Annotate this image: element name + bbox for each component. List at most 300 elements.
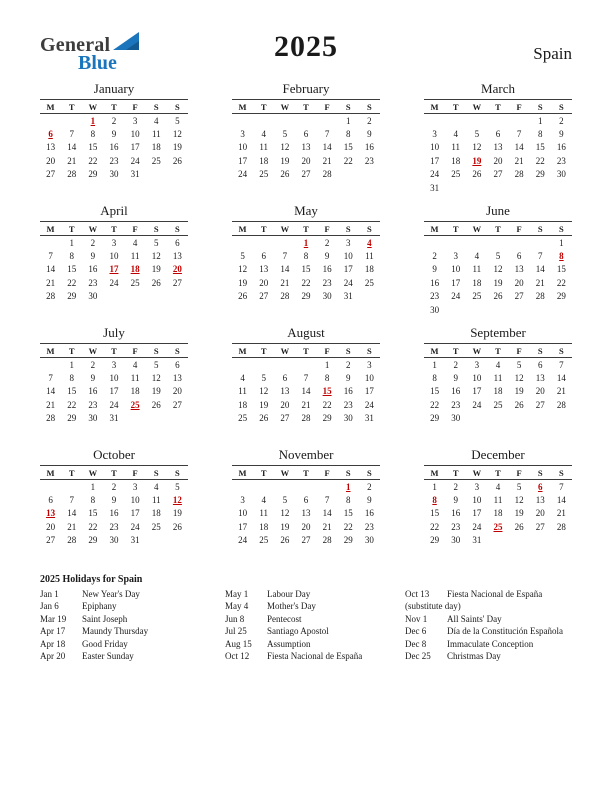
day-cell: 20 [493,155,503,166]
day-cell: 17 [451,277,461,288]
week-row [40,263,188,277]
week-row [40,371,188,385]
empty-day-cell [359,168,380,182]
day-cell: 7 [303,372,309,383]
day-cell: 28 [280,291,290,302]
day-cell: 28 [46,291,56,302]
day-cell: 31 [430,182,440,193]
day-cell: 11 [472,264,482,275]
day-cell: 18 [151,142,161,153]
empty-day-cell [40,480,61,494]
week-row [424,480,572,494]
day-cell: 6 [261,250,266,261]
day-cell: 8 [303,250,309,261]
day-cell: 9 [559,128,564,139]
month-may [232,204,380,326]
month-calendar [424,465,572,547]
day-cell: 2 [111,115,117,126]
empty-day-cell [274,236,295,250]
holiday-day-cell: 8 [559,250,564,261]
holiday-name: Fiesta Nacional de España [267,651,363,662]
day-cell: 15 [301,264,311,275]
day-cell: 11 [259,142,269,153]
day-cell: 8 [432,372,437,383]
holiday-column [225,588,405,662]
empty-day-cell [125,412,146,426]
day-cell: 17 [472,386,482,397]
day-cell: 2 [432,250,437,261]
holiday-date: May 4 [225,601,249,612]
empty-day-cell [125,290,146,304]
weekday-header: W [466,466,487,480]
day-cell: 29 [535,169,545,180]
empty-day-cell [232,114,253,128]
day-cell: 2 [453,359,458,370]
empty-day-cell [530,181,551,195]
week-row [232,249,380,263]
day-cell: 26 [280,169,290,180]
day-cell: 24 [451,291,461,302]
day-cell: 16 [364,142,374,153]
empty-day-cell [167,290,188,304]
month-title: September [470,325,526,340]
month-march [424,82,572,204]
day-cell: 14 [535,264,545,275]
month-calendar [424,221,572,317]
weekday-header-row [40,100,188,114]
day-cell: 26 [472,169,482,180]
weekday-header: S [338,222,359,236]
week-row [40,358,188,372]
day-cell: 1 [432,359,437,370]
week-row [40,168,188,182]
month-calendar [424,99,572,195]
week-row [40,127,188,141]
weekday-header: W [82,222,103,236]
day-cell: 18 [259,155,269,166]
weekday-header: S [530,222,551,236]
holiday-date: Oct 13 [405,589,430,599]
day-cell: 16 [88,386,98,397]
weekday-header: F [317,100,338,114]
day-cell: 30 [322,291,332,302]
day-cell: 23 [88,277,98,288]
day-cell: 21 [280,277,290,288]
empty-day-cell [487,412,508,426]
day-cell: 19 [172,508,182,519]
day-cell: 9 [367,128,372,139]
day-cell: 30 [364,535,374,546]
day-cell: 30 [88,413,98,424]
holiday-name: Saint Joseph [82,613,128,624]
day-cell: 1 [69,359,74,370]
month-september [424,326,572,448]
empty-day-cell [103,290,124,304]
empty-day-cell [253,236,274,250]
weekday-header: F [317,344,338,358]
day-cell: 15 [88,142,98,153]
day-cell: 24 [472,521,482,532]
day-cell: 26 [514,399,524,410]
empty-day-cell [487,114,508,128]
day-cell: 5 [240,250,245,261]
day-cell: 1 [538,115,543,126]
day-cell: 6 [516,250,522,261]
day-cell: 6 [303,494,309,505]
day-cell: 16 [109,508,119,519]
day-cell: 13 [259,264,269,275]
month-title: April [100,203,128,218]
week-row [40,276,188,290]
day-cell: 22 [322,399,332,410]
weekday-header: S [551,344,572,358]
month-title: November [278,447,334,462]
week-row [232,263,380,277]
holiday-name: Assumption [267,638,311,649]
day-cell: 6 [303,128,309,139]
day-cell: 9 [432,264,437,275]
day-cell: 21 [46,399,56,410]
holiday-item [225,613,405,625]
day-cell: 12 [172,128,182,139]
day-cell: 6 [48,494,53,505]
day-cell: 24 [109,277,119,288]
day-cell: 10 [343,250,353,261]
day-cell: 14 [322,508,332,519]
weekday-header: S [167,466,188,480]
day-cell: 25 [130,277,140,288]
week-row [40,290,188,304]
empty-day-cell [146,290,167,304]
month-title: October [93,447,135,462]
day-cell: 24 [364,399,374,410]
holiday-date: Apr 20 [40,651,66,662]
empty-day-cell [61,480,82,494]
holiday-name: Pentecost [267,613,302,624]
day-cell: 27 [280,413,290,424]
day-cell: 23 [322,277,332,288]
week-row [40,412,188,426]
day-cell: 22 [67,277,77,288]
day-cell: 19 [151,264,161,275]
weekday-header: W [82,344,103,358]
day-cell: 11 [130,372,140,383]
month-calendar [232,465,380,547]
day-cell: 8 [69,250,74,261]
day-cell: 22 [430,399,440,410]
empty-day-cell [232,480,253,494]
day-cell: 7 [516,128,522,139]
day-cell: 8 [346,494,351,505]
empty-day-cell [487,181,508,195]
month-august [232,326,380,448]
day-cell: 13 [172,250,182,261]
day-cell: 30 [451,413,461,424]
holiday-name: Easter Sunday [82,651,134,662]
holiday-item [405,625,572,637]
day-cell: 8 [346,128,351,139]
week-row [232,168,380,182]
holiday-day-cell: 12 [172,494,182,505]
month-calendar [232,343,380,425]
weekday-header: T [253,100,274,114]
day-cell: 10 [451,264,461,275]
weekday-header: W [82,466,103,480]
weekday-header-row [232,344,380,358]
empty-day-cell [551,412,572,426]
month-title: August [287,325,325,340]
day-cell: 26 [151,277,161,288]
day-cell: 13 [493,142,503,153]
day-cell: 21 [67,155,77,166]
day-cell: 22 [88,521,98,532]
holiday-day-cell: 25 [130,399,140,410]
empty-day-cell [167,412,188,426]
weekday-header: M [424,466,445,480]
holiday-item [40,625,225,637]
month-june [424,204,572,326]
day-cell: 13 [535,494,545,505]
week-row [232,290,380,304]
day-cell: 30 [88,291,98,302]
day-cell: 13 [301,508,311,519]
weekday-header: M [232,222,253,236]
weekday-header: W [274,466,295,480]
holiday-date: Dec 25 [405,651,431,662]
week-row [424,236,572,250]
day-cell: 25 [451,169,461,180]
day-cell: 4 [261,494,266,505]
weekday-header: T [445,344,466,358]
weekday-header: F [125,222,146,236]
day-cell: 10 [130,494,140,505]
day-cell: 14 [556,494,566,505]
day-cell: 25 [493,399,503,410]
empty-day-cell [509,534,530,548]
month-calendar [232,221,380,303]
month-april [40,204,188,326]
day-cell: 11 [451,142,461,153]
empty-day-cell [445,236,466,250]
day-cell: 17 [364,386,374,397]
weekday-header: S [530,344,551,358]
day-cell: 26 [514,521,524,532]
month-january [40,82,188,204]
month-title: December [471,447,525,462]
empty-day-cell [295,114,316,128]
day-cell: 23 [343,399,353,410]
day-cell: 10 [472,372,482,383]
holiday-name: Santiago Apostol [267,626,329,637]
weekday-header: T [253,466,274,480]
weekday-header: T [61,344,82,358]
day-cell: 12 [280,508,290,519]
holiday-name: Christmas Day [447,651,501,662]
empty-day-cell [232,236,253,250]
week-row [232,114,380,128]
weekday-header: F [125,100,146,114]
weekday-header: S [167,222,188,236]
day-cell: 26 [151,399,161,410]
day-cell: 16 [322,264,332,275]
weekday-header: T [61,222,82,236]
day-cell: 11 [238,386,247,397]
day-cell: 25 [259,535,269,546]
weekday-header: M [40,344,61,358]
day-cell: 23 [364,155,374,166]
day-cell: 16 [451,386,461,397]
week-row [232,276,380,290]
day-cell: 12 [472,142,482,153]
day-cell: 27 [46,535,56,546]
holiday-date: May 1 [225,589,249,599]
logo-text-blue: Blue [78,52,117,74]
day-cell: 9 [346,372,351,383]
empty-day-cell [530,236,551,250]
day-cell: 3 [240,128,245,139]
weekday-header: W [274,100,295,114]
week-row [424,412,572,426]
holiday-date: Dec 6 [405,626,427,637]
week-row [40,480,188,494]
day-cell: 25 [364,277,374,288]
holiday-day-cell: 6 [48,128,53,139]
day-cell: 26 [172,155,182,166]
day-cell: 7 [324,494,330,505]
weekday-header: S [167,344,188,358]
holiday-columns [40,588,572,662]
holiday-date: Aug 15 [225,638,252,649]
day-cell: 19 [238,277,248,288]
day-cell: 18 [238,399,248,410]
empty-day-cell [509,412,530,426]
week-row [424,263,572,277]
page-header [40,28,572,76]
holiday-item [40,650,225,662]
day-cell: 19 [151,386,161,397]
weekday-header: S [359,222,380,236]
day-cell: 30 [430,304,440,315]
week-row [424,249,572,263]
empty-day-cell [338,168,359,182]
empty-day-cell [295,358,316,372]
empty-day-cell [274,114,295,128]
day-cell: 4 [132,237,138,248]
empty-day-cell [317,480,338,494]
day-cell: 11 [493,372,503,383]
weekday-header: T [253,344,274,358]
weekday-header: F [509,344,530,358]
holiday-item [225,650,405,662]
holiday-day-cell: 1 [90,115,96,126]
day-cell: 27 [46,169,56,180]
weekday-header: S [338,466,359,480]
day-cell: 28 [301,413,311,424]
day-cell: 2 [346,359,351,370]
day-cell: 20 [280,399,290,410]
weekday-header: M [424,344,445,358]
day-cell: 22 [535,155,545,166]
weekday-header: T [445,100,466,114]
day-cell: 17 [130,508,140,519]
weekday-header: S [359,466,380,480]
day-cell: 11 [151,128,161,139]
holiday-day-cell: 19 [472,155,482,166]
day-cell: 12 [238,264,248,275]
day-cell: 19 [493,277,503,288]
day-cell: 28 [514,169,524,180]
empty-day-cell [40,236,61,250]
day-cell: 29 [88,169,98,180]
day-cell: 5 [154,237,159,248]
day-cell: 26 [280,535,290,546]
week-row [40,236,188,250]
month-title: March [481,81,515,96]
week-row [40,114,188,128]
day-cell: 15 [556,264,566,275]
day-cell: 15 [88,508,98,519]
week-row [40,520,188,534]
weekday-header: S [338,344,359,358]
weekday-header: F [317,466,338,480]
day-cell: 27 [259,291,269,302]
day-cell: 18 [451,155,461,166]
day-cell: 26 [238,291,248,302]
empty-day-cell [445,181,466,195]
week-row [424,181,572,195]
day-cell: 18 [364,264,374,275]
day-cell: 30 [343,413,353,424]
weekday-header: T [103,222,124,236]
day-cell: 12 [514,372,524,383]
day-cell: 1 [324,359,330,370]
month-july [40,326,188,448]
week-row [232,141,380,155]
week-row [40,398,188,412]
holiday-column [40,588,225,662]
month-november [232,448,380,570]
holiday-item [225,625,405,637]
day-cell: 3 [240,494,245,505]
day-cell: 31 [109,413,119,424]
weekday-header-row [232,466,380,480]
weekday-header: M [40,466,61,480]
day-cell: 25 [259,169,269,180]
day-cell: 23 [430,291,440,302]
day-cell: 14 [514,142,524,153]
weekday-header: T [103,466,124,480]
weekday-header: T [295,466,316,480]
day-cell: 24 [343,277,353,288]
day-cell: 28 [535,291,545,302]
day-cell: 20 [514,277,524,288]
day-cell: 6 [495,128,501,139]
month-calendar [40,221,188,303]
day-cell: 26 [172,521,182,532]
day-cell: 9 [324,250,330,261]
month-title: May [294,203,318,218]
empty-day-cell [40,114,61,128]
weekday-header: S [146,466,167,480]
day-cell: 23 [451,521,461,532]
weekday-header: T [103,100,124,114]
week-row [232,154,380,168]
day-cell: 23 [364,521,374,532]
empty-day-cell [424,236,445,250]
day-cell: 11 [151,494,161,505]
day-cell: 11 [259,508,269,519]
day-cell: 24 [130,521,140,532]
